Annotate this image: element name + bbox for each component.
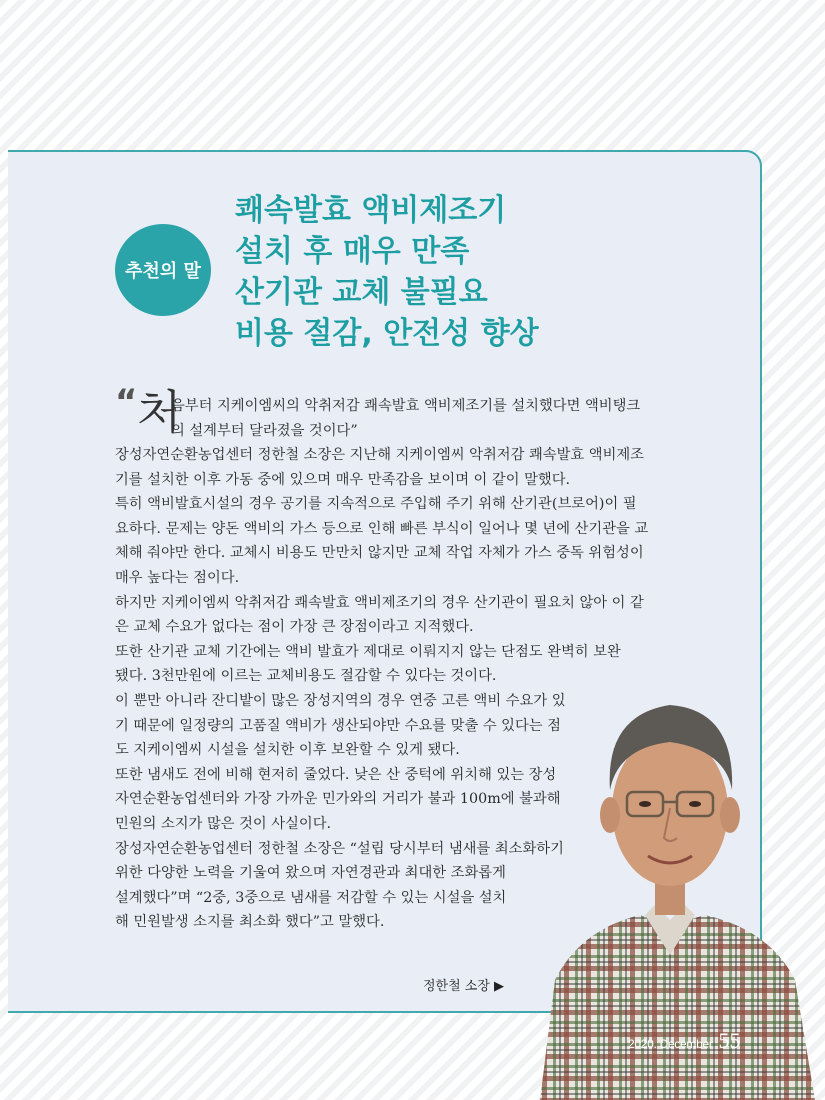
body-line: 은 교체 수요가 없다는 점이 가장 큰 장점이라고 지적했다. (115, 619, 474, 636)
headline-line: 산기관 교체 불필요 (235, 275, 488, 310)
body-line: 민원의 소지가 많은 것이 사실이다. (115, 815, 332, 832)
left-ear (600, 797, 620, 833)
body-line: 설계했다”며 “2중, 3중으로 냄새를 저감할 수 있는 시설을 설치 (115, 889, 507, 906)
right-ear (720, 797, 740, 833)
quote-mark: “ (115, 382, 138, 422)
body-line: 위한 다양한 노력을 기울여 왔으며 자연경관과 최대한 조화롭게 (115, 865, 506, 882)
right-eye (689, 801, 701, 807)
quote-line: 의 설계부터 달라졌을 것이다” (171, 422, 358, 439)
left-eye (639, 801, 651, 807)
headline-line: 설치 후 매우 만족 (235, 234, 470, 269)
body-line: 매우 높다는 점이다. (115, 569, 240, 586)
issue-date: 2020. December (628, 1037, 713, 1051)
photo-caption: 정한철 소장 ▶ (423, 979, 505, 994)
body-line: 해 민원발생 소지를 최소화 했다”고 말했다. (115, 914, 385, 931)
quote-line: 음부터 지케이엠씨의 악취저감 쾌속발효 액비제조기를 설치했다면 액비탱크 (171, 398, 641, 414)
body-line: 또한 산기관 교체 기간에는 액비 발효가 제대로 이뤄지지 않는 단점도 완벽히 보완 (115, 643, 621, 660)
body-line: 됐다. 3천만원에 이르는 교체비용도 절감할 수 있다는 것이다. (115, 668, 497, 685)
body-line: 하지만 지케이엠씨 악취저감 쾌속발효 액비제조기의 경우 산기관이 필요치 않아 이 같 (115, 594, 644, 611)
page-footer (628, 1028, 741, 1054)
body-line: 이 뿐만 아니라 잔디밭이 많은 장성지역의 경우 연중 고른 액비 수요가 있 (115, 692, 566, 709)
recommendation-badge (115, 224, 211, 316)
body-line: 장성자연순환농업센터 정한철 소장은 지난해 지케이엠씨 악취저감 쾌속발효 액비제조 (115, 447, 644, 463)
body-line: 기를 설치한 이후 가동 중에 있으며 매우 만족감을 보이며 이 같이 말했다. (115, 471, 571, 488)
body-line: 장성자연순환농업센터 정한철 소장은 “설립 당시부터 냄새를 최소화하기 (115, 840, 564, 857)
headline-line: 비용 절감, 안전성 향상 (235, 316, 539, 351)
headline-line: 쾌속발효 액비제조기 (235, 193, 507, 228)
badge-label: 추천의 말 (125, 261, 201, 282)
body-line: 요하다. 문제는 양돈 액비의 가스 등으로 인해 빠른 부식이 일어나 몇 년에 산기관을 교 (115, 520, 649, 537)
body-line: 자연순환농업센터와 가장 가까운 민가와의 거리가 불과 100m에 불과해 (115, 791, 561, 808)
body-line: 기 때문에 일정량의 고품질 액비가 생산되야만 수요를 맞출 수 있다는 점 (115, 717, 561, 734)
body-line: 또한 냄새도 전에 비해 현저히 줄었다. 낮은 산 중턱에 위치해 있는 장성 (115, 766, 557, 783)
body-line: 도 지케이엠씨 시설을 설치한 이후 보완할 수 있게 됐다. (115, 742, 460, 759)
body-line: 특히 액비발효시설의 경우 공기를 지속적으로 주입해 주기 위해 산기관(브로어)이 필 (115, 496, 637, 513)
page-number: 55 (718, 1028, 741, 1053)
drop-cap: 처 (137, 385, 182, 439)
body-line: 체해 줘야만 한다. 교체시 비용도 만만치 않지만 교체 작업 자체가 가스 중독 위험성이 (115, 545, 644, 562)
opening-quote (115, 382, 675, 443)
headline (235, 190, 735, 354)
